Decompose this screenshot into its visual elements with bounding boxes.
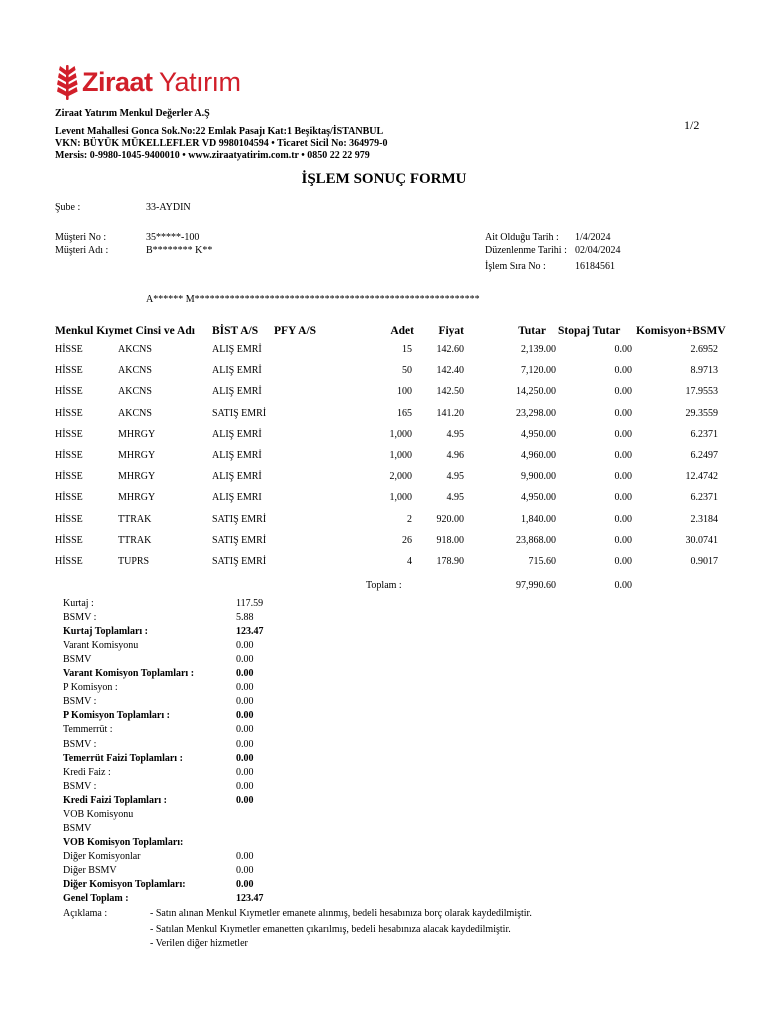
cell-bist: ALIŞ EMRI bbox=[212, 492, 262, 504]
cell-bist: ALIŞ EMRİ bbox=[212, 365, 262, 377]
summary-label: BSMV : bbox=[63, 696, 97, 708]
summary-value: 123.47 bbox=[236, 626, 264, 638]
cell-code: TUPRS bbox=[118, 556, 150, 567]
issue-date-label: Düzenlenme Tarihi : bbox=[485, 245, 567, 256]
wheat-icon bbox=[55, 63, 79, 101]
cell-stopaj: 0.00 bbox=[614, 344, 632, 355]
cell-fiyat: 4.95 bbox=[446, 428, 464, 440]
summary-label: Diğer Komisyon Toplamları: bbox=[63, 879, 186, 890]
document-title: İŞLEM SONUÇ FORMU bbox=[301, 171, 467, 187]
cell-stopaj: 0.00 bbox=[614, 450, 632, 461]
summary-value: 0.00 bbox=[236, 738, 254, 750]
cell-fiyat: 918.00 bbox=[436, 534, 464, 546]
cell-komisyon: 6.2371 bbox=[690, 428, 718, 440]
summary-label: VOB Komisyonu bbox=[63, 808, 134, 820]
summary-value: 0.00 bbox=[236, 864, 254, 876]
brand-name: Ziraat Yatırım bbox=[82, 66, 241, 97]
cell-tutar: 23,298.00 bbox=[516, 407, 556, 419]
cell-bist: SATIŞ EMRİ bbox=[212, 513, 267, 525]
cell-type: HİSSE bbox=[55, 386, 83, 398]
summary-label: VOB Komisyon Toplamları: bbox=[63, 836, 184, 848]
cell-code: AKCNS bbox=[118, 407, 152, 419]
summary-value: 0.00 bbox=[236, 682, 254, 694]
header-stopaj: Stopaj Tutar bbox=[558, 325, 621, 337]
customer-no-value: 35*****-100 bbox=[146, 232, 200, 243]
cell-adet: 2 bbox=[407, 513, 412, 525]
cell-stopaj: 0.00 bbox=[614, 534, 632, 546]
ait-date-value: 1/4/2024 bbox=[575, 232, 611, 243]
cell-type: HİSSE bbox=[55, 365, 83, 377]
summary-label: Kurtaj Toplamları : bbox=[63, 626, 149, 638]
cell-komisyon: 0.9017 bbox=[690, 556, 718, 567]
cell-komisyon: 12.4742 bbox=[685, 471, 718, 483]
cell-type: HİSSE bbox=[55, 492, 83, 504]
cell-bist: ALIŞ EMRİ bbox=[212, 386, 262, 398]
company-tax-info: VKN: BÜYÜK MÜKELLEFLER VD 9980104594 • Ticaret Sicil No: 364979-0 bbox=[55, 138, 388, 149]
cell-bist: SATIŞ EMRİ bbox=[212, 407, 267, 419]
cell-code: MHRGY bbox=[118, 471, 156, 483]
issue-date-value: 02/04/2024 bbox=[575, 245, 621, 256]
cell-type: HİSSE bbox=[55, 556, 83, 567]
cell-adet: 165 bbox=[397, 407, 412, 419]
summary-label: P Komisyon Toplamları : bbox=[63, 710, 170, 722]
page-number: 1/2 bbox=[684, 118, 700, 132]
cell-tutar: 1,840.00 bbox=[521, 513, 556, 525]
summary-label: Temerrüt Faizi Toplamları : bbox=[63, 752, 183, 764]
cell-komisyon: 2.3184 bbox=[690, 513, 718, 525]
cell-adet: 100 bbox=[397, 386, 412, 398]
header-bist: BİST A/S bbox=[212, 325, 259, 337]
company-name: Ziraat Yatırım Menkul Değerler A.Ş bbox=[55, 108, 210, 119]
branch-value: 33-AYDIN bbox=[146, 202, 191, 213]
explanation-line: - Satılan Menkul Kıymetler emanetten çıkarılmış, bedeli hesabınıza alacak kaydedilmiştir. bbox=[150, 924, 511, 935]
summary-value: 0.00 bbox=[236, 794, 254, 806]
cell-bist: SATIŞ EMRİ bbox=[212, 534, 267, 546]
cell-fiyat: 141.20 bbox=[436, 407, 464, 419]
summary-value: 0.00 bbox=[236, 766, 254, 778]
total-tutar: 97,990.60 bbox=[516, 580, 556, 591]
cell-code: AKCNS bbox=[118, 386, 152, 398]
summary-label: BSMV bbox=[63, 822, 92, 834]
cell-tutar: 7,120.00 bbox=[521, 365, 556, 377]
cell-stopaj: 0.00 bbox=[614, 513, 632, 525]
cell-komisyon: 2.6952 bbox=[690, 344, 718, 355]
cell-komisyon: 17.9553 bbox=[685, 386, 718, 398]
summary-label: P Komisyon : bbox=[63, 682, 118, 694]
summary-label: Genel Toplam : bbox=[63, 893, 129, 905]
summary-label: Kredi Faiz : bbox=[63, 766, 111, 778]
summary-value: 123.47 bbox=[236, 893, 264, 905]
cell-komisyon: 8.9713 bbox=[690, 365, 718, 377]
cell-stopaj: 0.00 bbox=[614, 428, 632, 440]
explanation-line: - Verilen diğer hizmetler bbox=[150, 938, 248, 949]
header-tutar: Tutar bbox=[518, 325, 546, 337]
summary-value: 117.59 bbox=[236, 598, 264, 609]
summary-value: 0.00 bbox=[236, 640, 254, 652]
summary-label: Kredi Faizi Toplamları : bbox=[63, 794, 167, 806]
transaction-no-value: 16184561 bbox=[575, 261, 615, 272]
summary-value: 0.00 bbox=[236, 654, 254, 666]
cell-adet: 1,000 bbox=[389, 492, 412, 504]
cell-adet: 1,000 bbox=[389, 450, 412, 461]
cell-fiyat: 178.90 bbox=[436, 556, 464, 567]
cell-bist: ALIŞ EMRİ bbox=[212, 450, 262, 461]
header-instrument: Menkul Kıymet Cinsi ve Adı bbox=[55, 325, 195, 337]
cell-tutar: 9,900.00 bbox=[521, 471, 556, 483]
cell-bist: ALIŞ EMRİ bbox=[212, 471, 262, 483]
cell-adet: 1,000 bbox=[389, 428, 412, 440]
summary-value: 0.00 bbox=[236, 850, 254, 862]
customer-name-value: B******** K** bbox=[146, 245, 213, 256]
cell-type: HİSSE bbox=[55, 344, 83, 355]
summary-label: BSMV : bbox=[63, 738, 97, 750]
total-stopaj: 0.00 bbox=[614, 580, 632, 591]
cell-stopaj: 0.00 bbox=[614, 471, 632, 483]
explanation-label: Açıklama : bbox=[63, 908, 108, 919]
cell-type: HİSSE bbox=[55, 513, 83, 525]
cell-bist: SATIŞ EMRİ bbox=[212, 556, 267, 567]
summary-label: Kurtaj : bbox=[63, 598, 94, 609]
cell-code: MHRGY bbox=[118, 450, 156, 461]
cell-type: HİSSE bbox=[55, 534, 83, 546]
summary-value: 0.00 bbox=[236, 780, 254, 792]
summary-value: 0.00 bbox=[236, 710, 254, 722]
summary-value: 0.00 bbox=[236, 696, 254, 708]
cell-komisyon: 29.3559 bbox=[685, 407, 718, 419]
cell-stopaj: 0.00 bbox=[614, 365, 632, 377]
summary-label: BSMV : bbox=[63, 780, 97, 792]
cell-fiyat: 142.50 bbox=[436, 386, 464, 398]
cell-adet: 15 bbox=[402, 344, 412, 355]
header-pfy: PFY A/S bbox=[274, 325, 317, 337]
cell-tutar: 23,868.00 bbox=[516, 534, 556, 546]
cell-type: HİSSE bbox=[55, 428, 83, 440]
cell-komisyon: 30.0741 bbox=[685, 534, 718, 546]
masked-account-name: A****** M********************************************************* bbox=[146, 294, 480, 305]
transaction-no-label: İşlem Sıra No : bbox=[485, 261, 546, 272]
summary-label: Diğer Komisyonlar bbox=[63, 850, 141, 862]
header-komisyon: Komisyon+BSMV bbox=[636, 325, 726, 337]
cell-bist: ALIŞ EMRİ bbox=[212, 428, 262, 440]
cell-adet: 4 bbox=[407, 556, 412, 567]
summary-label: Temmerrüt : bbox=[63, 724, 113, 736]
cell-fiyat: 4.95 bbox=[446, 471, 464, 483]
cell-adet: 50 bbox=[402, 365, 412, 377]
summary-value: 5.88 bbox=[236, 612, 254, 624]
header-adet: Adet bbox=[390, 325, 414, 337]
company-contact: Mersis: 0-9980-1045-9400010 • www.ziraatyatirim.com.tr • 0850 22 22 979 bbox=[55, 150, 370, 161]
cell-komisyon: 6.2371 bbox=[690, 492, 718, 504]
cell-stopaj: 0.00 bbox=[614, 492, 632, 504]
cell-stopaj: 0.00 bbox=[614, 556, 632, 567]
summary-label: BSMV : bbox=[63, 612, 97, 624]
cell-code: MHRGY bbox=[118, 428, 156, 440]
company-logo bbox=[55, 62, 241, 102]
summary-value: 0.00 bbox=[236, 879, 254, 890]
customer-name-label: Müşteri Adı : bbox=[55, 245, 109, 256]
summary-value: 0.00 bbox=[236, 752, 254, 764]
summary-value: 0.00 bbox=[236, 668, 254, 680]
cell-type: HİSSE bbox=[55, 471, 83, 483]
cell-fiyat: 4.95 bbox=[446, 492, 464, 504]
company-address: Levent Mahallesi Gonca Sok.No:22 Emlak Pasajı Kat:1 Beşiktaş/İSTANBUL bbox=[55, 126, 384, 137]
summary-label: BSMV bbox=[63, 654, 92, 666]
cell-bist: ALIŞ EMRİ bbox=[212, 344, 262, 355]
header-fiyat: Fiyat bbox=[438, 325, 464, 337]
cell-code: TTRAK bbox=[118, 513, 152, 525]
cell-code: TTRAK bbox=[118, 534, 152, 546]
summary-value: 0.00 bbox=[236, 724, 254, 736]
cell-tutar: 4,950.00 bbox=[521, 428, 556, 440]
cell-fiyat: 920.00 bbox=[436, 513, 464, 525]
cell-stopaj: 0.00 bbox=[614, 386, 632, 398]
cell-tutar: 14,250.00 bbox=[516, 386, 556, 398]
summary-label: Varant Komisyonu bbox=[63, 640, 139, 652]
total-label: Toplam : bbox=[366, 580, 402, 591]
explanation-line: - Satın alınan Menkul Kıymetler emanete alınmış, bedeli hesabınıza borç olarak kaydedilmiştir. bbox=[150, 908, 532, 919]
cell-fiyat: 142.40 bbox=[436, 365, 464, 377]
cell-type: HİSSE bbox=[55, 407, 83, 419]
cell-fiyat: 142.60 bbox=[436, 344, 464, 355]
cell-tutar: 4,960.00 bbox=[521, 450, 556, 461]
cell-code: AKCNS bbox=[118, 344, 152, 355]
branch-label: Şube : bbox=[55, 202, 81, 213]
cell-code: AKCNS bbox=[118, 365, 152, 377]
cell-fiyat: 4.96 bbox=[446, 450, 464, 461]
cell-tutar: 4,950.00 bbox=[521, 492, 556, 504]
customer-no-label: Müşteri No : bbox=[55, 232, 107, 243]
summary-label: Diğer BSMV bbox=[63, 864, 117, 876]
cell-type: HİSSE bbox=[55, 450, 83, 461]
summary-label: Varant Komisyon Toplamları : bbox=[63, 668, 195, 680]
cell-komisyon: 6.2497 bbox=[690, 450, 718, 461]
cell-tutar: 2,139.00 bbox=[521, 344, 556, 355]
cell-code: MHRGY bbox=[118, 492, 156, 504]
ait-date-label: Ait Olduğu Tarih : bbox=[485, 232, 559, 243]
cell-adet: 2,000 bbox=[389, 471, 412, 483]
cell-adet: 26 bbox=[402, 534, 412, 546]
cell-stopaj: 0.00 bbox=[614, 407, 632, 419]
cell-tutar: 715.60 bbox=[528, 556, 556, 567]
